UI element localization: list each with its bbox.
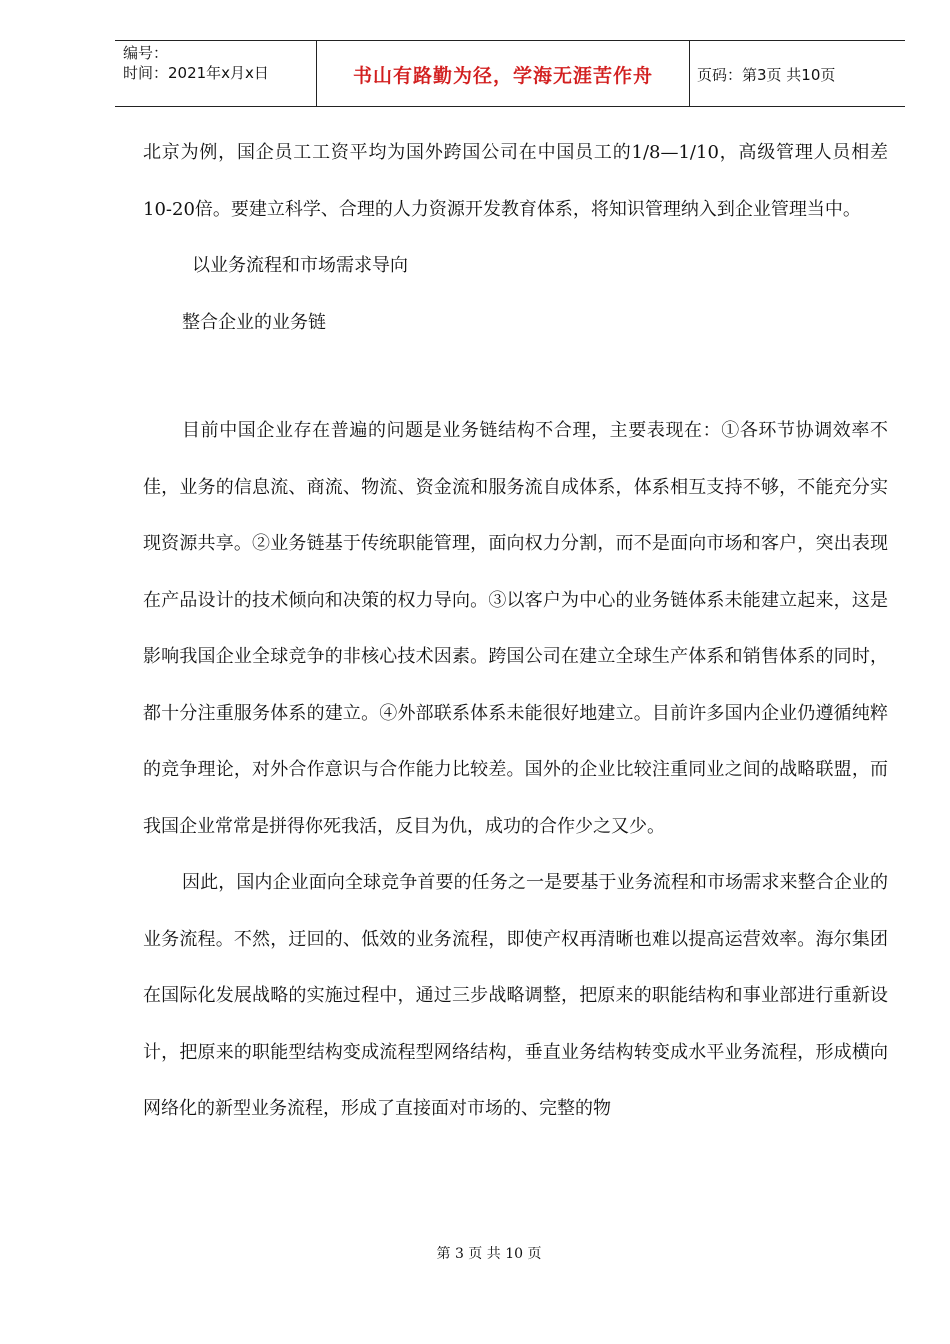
serial-label: 编号： bbox=[123, 44, 169, 62]
paragraph: 目前中国企业存在普遍的问题是业务链结构不合理，主要表现在：①各环节协调效率不佳，业务的信息流、商流、物流、资金流和服务流自成体系，体系相互支持不够，不能充分实现资源共享。②业务链基于传统职能管理，面向权力分割，而不是面向市场和客户，突出表现在产品设计的技术倾向和决策的权力导向。③以客户为中心的业务链体系未能建立起来，这是影响我国企业全球竞争的非核心技术因素。跨国公司在建立全球生产体系和销售体系的同时，都十分注重服务体系的建立。④外部联系体系未能很好地建立。目前许多国内企业仍遵循纯粹的竞争理论，对外合作意识与合作能力比较差。国外的企业比较注重同业之间的战略联盟，而我国企业常常是拼得你死我活，反目为仇，成功的合作少之又少。 bbox=[143, 420, 888, 837]
page-footer: 第 3 页 共 10 页 bbox=[436, 1246, 542, 1262]
paragraph: 北京为例，国企员工工资平均为国外跨国公司在中国员工的1/8—1/10，高级管理人员相差10-20倍。要建立科学、合理的人力资源开发教育体系，将知识管理纳入到企业管理当中。 bbox=[143, 142, 888, 220]
section-heading: 以业务流程和市场需求导向 bbox=[192, 255, 408, 276]
time-label: 时间：2021年x月x日 bbox=[123, 64, 269, 82]
page-header bbox=[115, 40, 905, 107]
header-divider bbox=[689, 41, 690, 107]
section-subheading: 整合企业的业务链 bbox=[182, 311, 326, 333]
header-motto: 书山有路勤为径，学海无涯苦作舟 bbox=[352, 64, 653, 87]
document-body bbox=[143, 125, 888, 1138]
blank-line bbox=[143, 351, 888, 403]
header-meta bbox=[123, 43, 318, 83]
paragraph: 因此，国内企业面向全球竞争首要的任务之一是要基于业务流程和市场需求来整合企业的业务流程。不然，迂回的、低效的业务流程，即使产权再清晰也难以提高运营效率。海尔集团在国际化发展战略的实施过程中，通过三步战略调整，把原来的职能结构和事业部进行重新设计，把原来的职能型结构变成流程型网络结构，垂直业务结构转变成水平业务流程，形成横向网络化的新型业务流程，形成了直接面对市场的、完整的物 bbox=[143, 872, 888, 1119]
header-page-info: 页码：第3页 共10页 bbox=[697, 65, 836, 84]
